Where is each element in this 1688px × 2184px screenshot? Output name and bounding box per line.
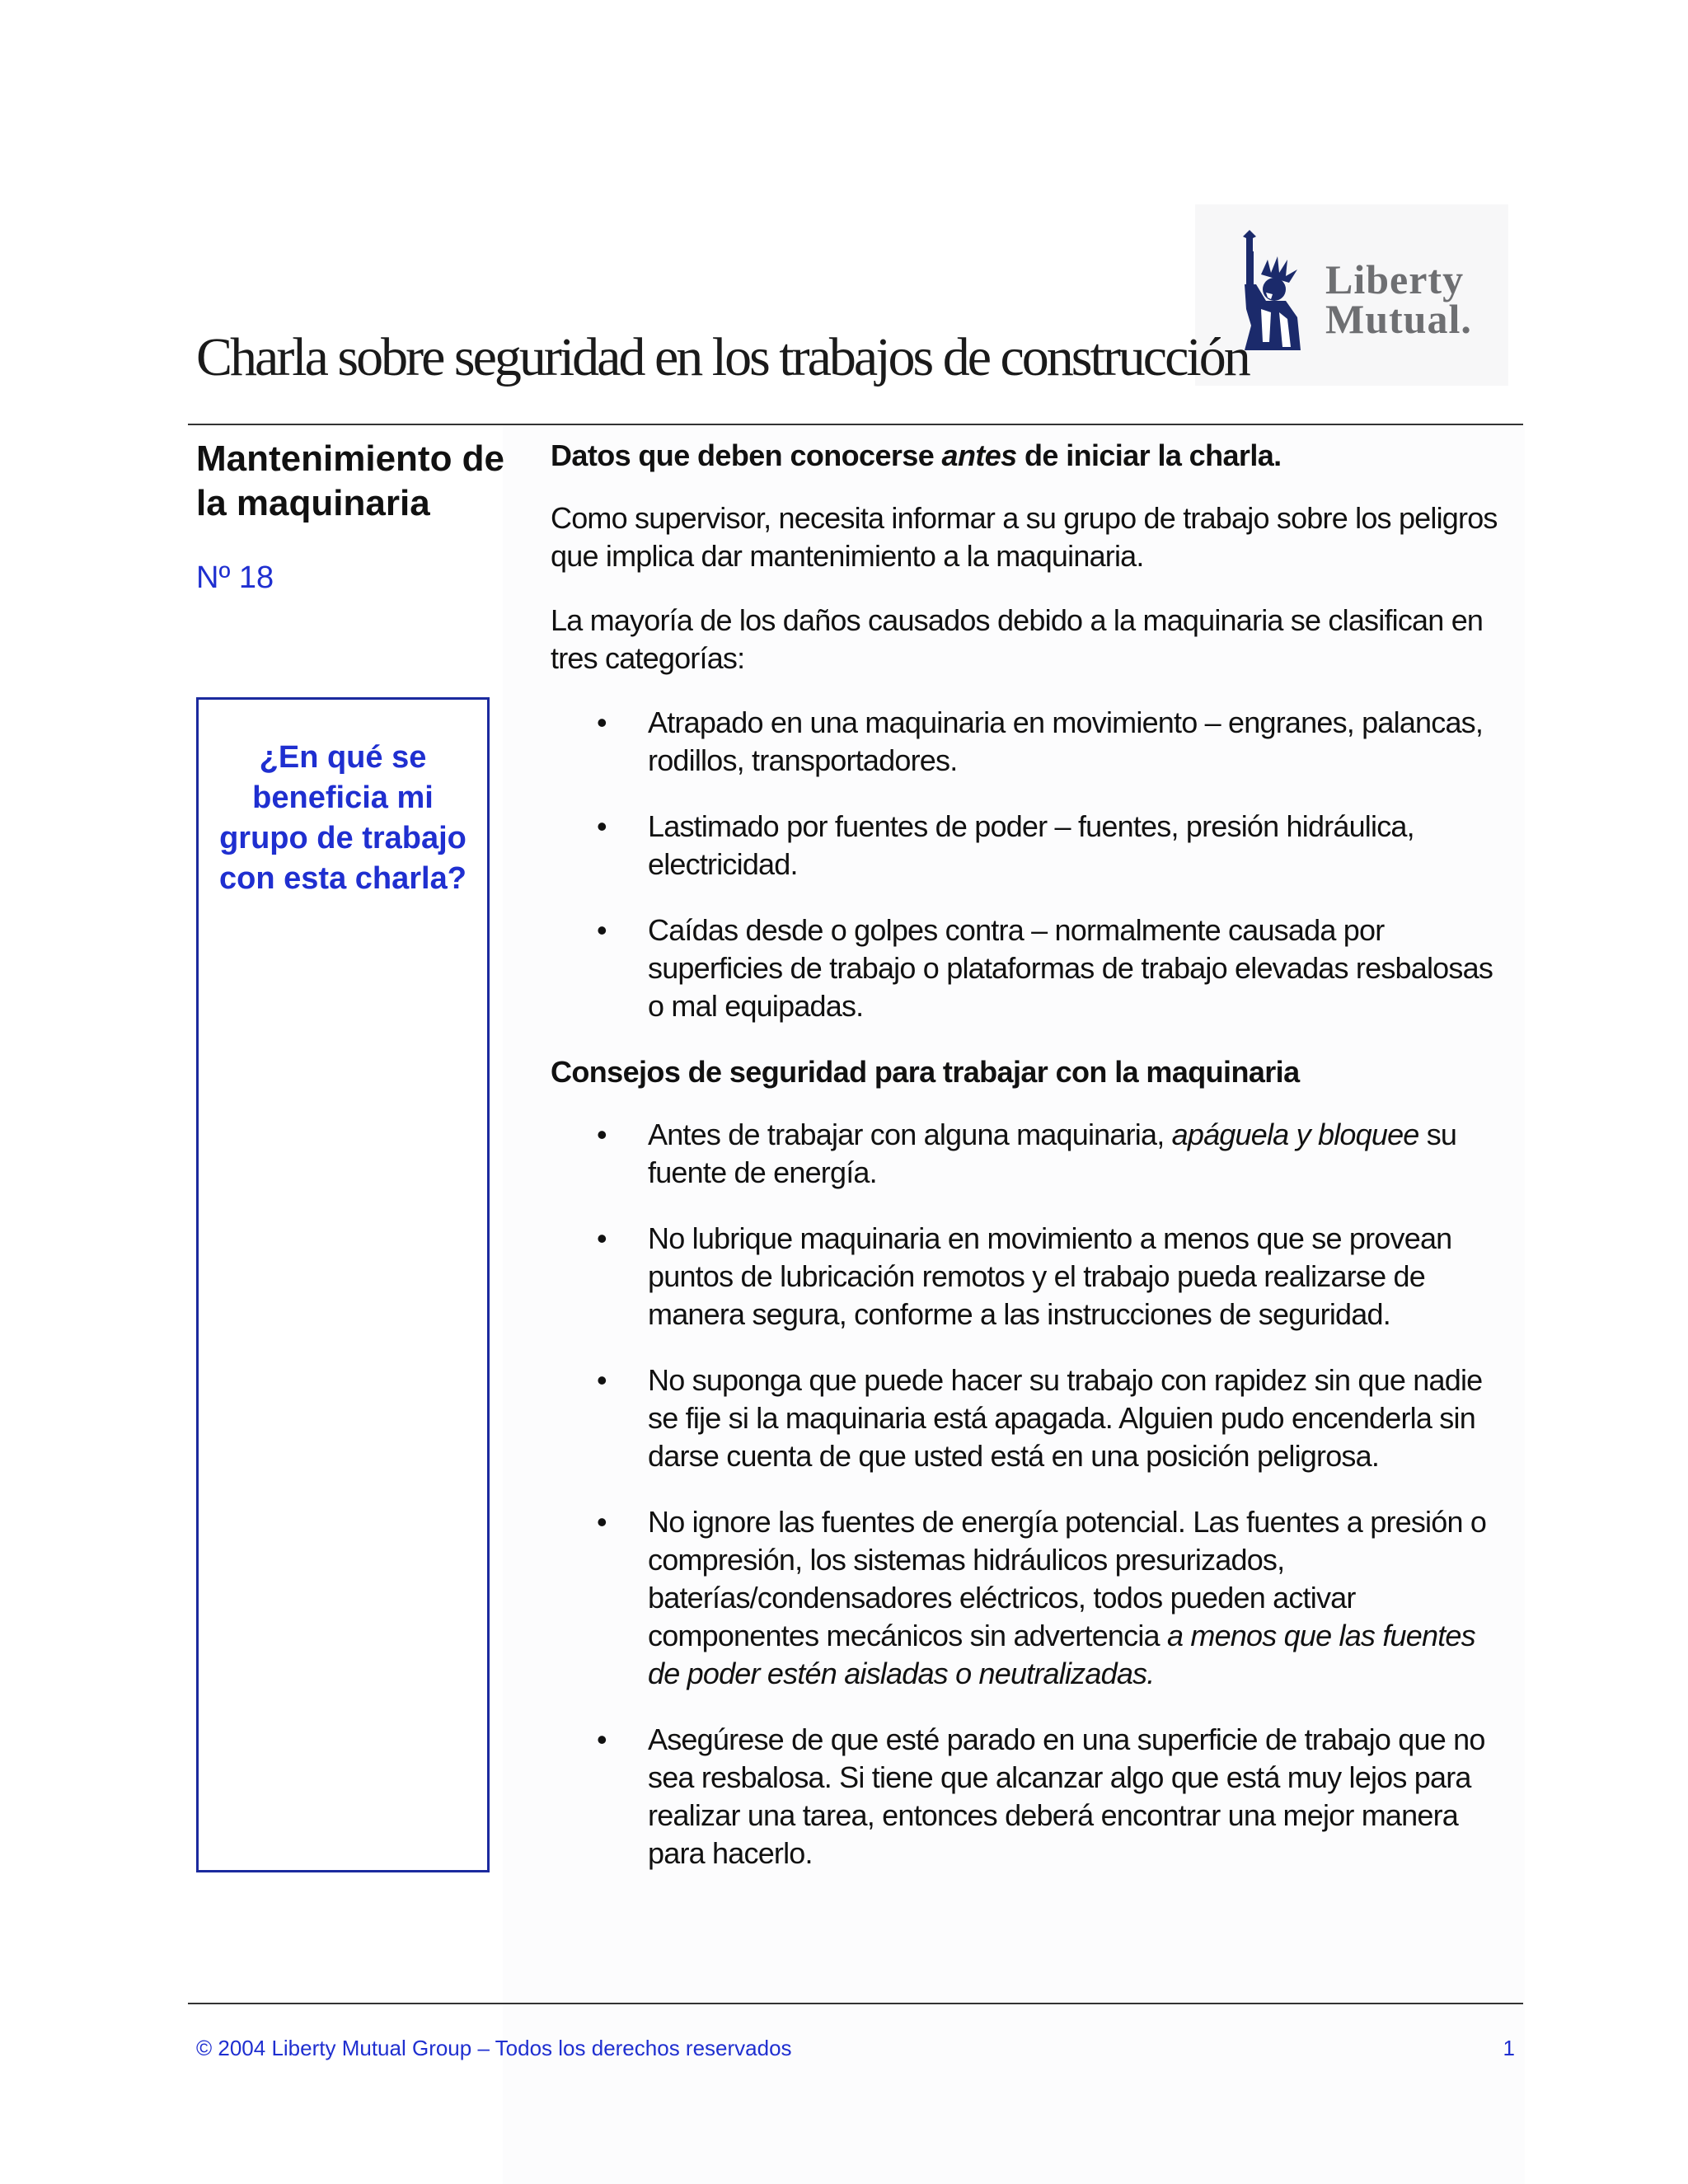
tip-emphasis: a menos que las fuentes de poder estén aisladas o neutralizadas. — [648, 1619, 1475, 1690]
bullet: • — [597, 1505, 607, 1539]
list-item — [551, 1116, 1507, 1192]
intro-heading-end: de iniciar la charla. — [1016, 438, 1282, 472]
list-item-text: Atrapado en una maquinaria en movimiento – engranes, palancas, rodillos, transportadores. — [648, 705, 1484, 777]
tip-text: No ignore las fuentes de energía potencial. Las fuentes a presión o compresión, los sistemas hidráulicos presurizados, baterías/condensadores eléctricos, todos pueden activar componentes mecánicos sin advertencia — [648, 1505, 1487, 1652]
footer-divider — [188, 2003, 1523, 2004]
talk-number: Nº 18 — [196, 560, 274, 595]
categories-list — [551, 704, 1507, 1025]
tips-list — [551, 1116, 1507, 1872]
bullet: • — [597, 1118, 607, 1151]
benefit-box — [196, 697, 490, 1872]
page-header-title: Charla sobre seguridad en los trabajos de construcción — [196, 327, 1249, 387]
bullet: • — [597, 1363, 607, 1397]
list-item — [551, 1361, 1507, 1475]
bullet: • — [597, 913, 607, 947]
tip-text: Antes de trabajar con alguna maquinaria, — [648, 1118, 1172, 1151]
tips-heading: Consejos de seguridad para trabajar con la maquinaria — [551, 1055, 1300, 1089]
list-item — [551, 1220, 1507, 1333]
bullet: • — [597, 1221, 607, 1255]
list-item — [551, 1503, 1507, 1693]
tip-text: Asegúrese de que esté parado en una superficie de trabajo que no sea resbalosa. Si tiene que alcanzar algo que está muy lejos para realizar una tarea, entonces deberá encontrar una mejor manera para hacerlo. — [648, 1722, 1485, 1870]
bullet: • — [597, 809, 607, 843]
list-item — [551, 912, 1507, 1025]
tip-emphasis: apáguela y bloquee — [1171, 1118, 1419, 1151]
page-number: 1 — [1503, 2036, 1515, 2060]
intro-heading — [551, 437, 1507, 475]
list-item-text: Lastimado por fuentes de poder – fuentes, presión hidráulica, electricidad. — [648, 809, 1414, 881]
logo-line-1: Liberty — [1325, 256, 1465, 302]
logo-line-2: Mutual. — [1325, 296, 1472, 342]
tip-text: No lubrique maquinaria en movimiento a menos que se provean puntos de lubricación remotos y el trabajo pueda realizarse de manera segura, conforme a las instrucciones de seguridad. — [648, 1221, 1452, 1331]
bullet: • — [597, 705, 607, 739]
intro-heading-start: Datos que deben conocerse — [551, 438, 942, 472]
liberty-mutual-logo — [1228, 227, 1492, 359]
list-item — [551, 808, 1507, 883]
bullet: • — [597, 1722, 607, 1756]
benefit-question: ¿En qué se beneficia mi grupo de trabajo con esta charla? — [219, 740, 467, 896]
copyright-text: © 2004 Liberty Mutual Group – Todos los derechos reservados — [196, 2036, 792, 2060]
intro-heading-emphasis: antes — [941, 438, 1017, 472]
tip-text: No suponga que puede hacer su trabajo con rapidez sin que nadie se fije si la maquinaria está apagada. Alguien pudo encenderla sin darse cuenta de que usted está en una posición peligrosa. — [648, 1363, 1483, 1473]
main-content — [551, 437, 1507, 1900]
categories-intro: La mayoría de los daños causados debido a la maquinaria se clasifican en tres categorías: — [551, 603, 1484, 675]
logo-wordmark — [1325, 256, 1472, 342]
talk-title: Mantenimiento de la maquinaria — [196, 438, 505, 523]
list-item — [551, 704, 1507, 780]
tip-text: su fuente de energía. — [648, 1118, 1457, 1189]
sidebar — [196, 437, 509, 596]
intro-paragraph: Como supervisor, necesita informar a su grupo de trabajo sobre los peligros que implica dar mantenimiento a la maquinaria. — [551, 501, 1498, 573]
list-item-text: Caídas desde o golpes contra – normalmente causada por superficies de trabajo o plataformas de trabajo elevadas resbalosas o mal equipadas. — [648, 913, 1493, 1023]
list-item — [551, 1721, 1507, 1872]
footer — [196, 2036, 1515, 2061]
